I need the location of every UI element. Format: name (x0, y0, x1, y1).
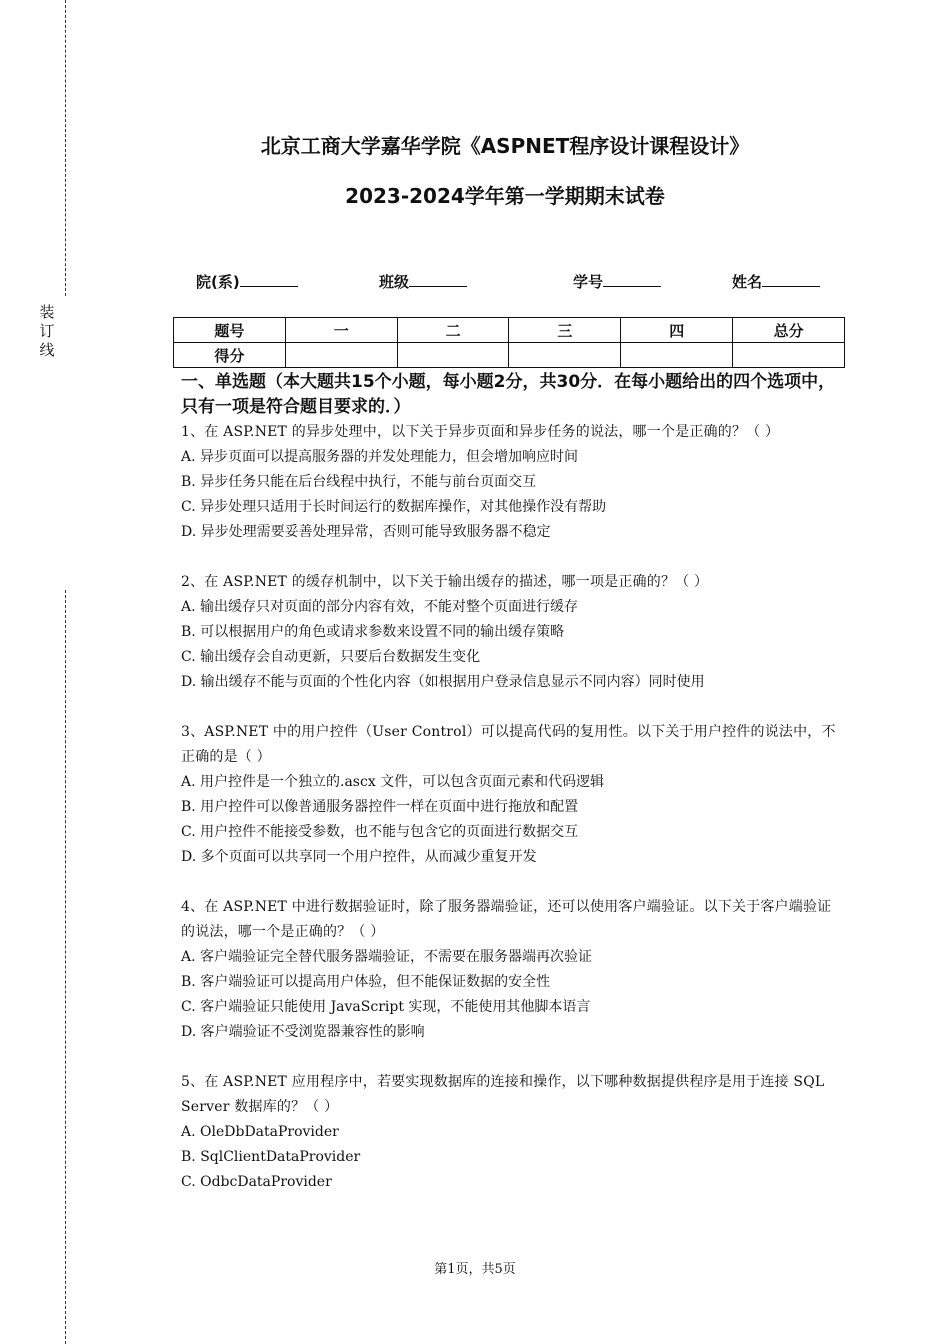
score-header-cell: 四 (621, 318, 733, 343)
question-option: C. OdbcDataProvider (181, 1174, 332, 1190)
question-option: A. 用户控件是一个独立的.ascx 文件，可以包含页面元素和代码逻辑 (181, 774, 605, 790)
question-3 (181, 720, 843, 870)
info-blank-class[interactable] (409, 270, 467, 287)
question-stem: 2、在 ASP.NET 的缓存机制中，以下关于输出缓存的描述，哪一项是正确的？（ ） (181, 574, 709, 590)
score-header-cell: 三 (509, 318, 621, 343)
question-stem: 1、在 ASP.NET 的异步处理中，以下关于异步页面和异步任务的说法，哪一个是正确的？（ ） (181, 424, 780, 440)
score-header-cell: 题号 (174, 318, 286, 343)
question-option: D. 输出缓存不能与页面的个性化内容（如根据用户登录信息显示不同内容）同时使用 (181, 674, 705, 690)
question-option: B. 用户控件可以像普通服务器控件一样在页面中进行拖放和配置 (181, 799, 579, 815)
info-blank-name[interactable] (762, 270, 820, 287)
student-info-row (0, 270, 950, 292)
binding-line-label: 装订线 (39, 303, 55, 359)
score-header-cell: 一 (285, 318, 397, 343)
question-option: C. 异步处理只适用于长时间运行的数据库操作，对其他操作没有帮助 (181, 499, 607, 515)
score-table (173, 317, 845, 368)
question-1 (181, 420, 843, 545)
question-option: C. 客户端验证只能使用 JavaScript 实现，不能使用其他脚本语言 (181, 999, 591, 1015)
question-option: C. 用户控件不能接受参数，也不能与包含它的页面进行数据交互 (181, 824, 579, 840)
question-option: B. 可以根据用户的角色或请求参数来设置不同的输出缓存策略 (181, 624, 565, 640)
question-option: A. OleDbDataProvider (181, 1124, 339, 1140)
page-footer: 第1页，共5页 (434, 1262, 516, 1277)
question-option: A. 异步页面可以提高服务器的并发处理能力，但会增加响应时间 (181, 449, 579, 465)
score-cell[interactable] (397, 343, 509, 368)
question-option: B. 异步任务只能在后台线程中执行，不能与前台页面交互 (181, 474, 537, 490)
question-stem: 4、在 ASP.NET 中进行数据验证时，除了服务器端验证，还可以使用客户端验证。以下关于客户端验证的说法，哪一个是正确的？（ ） (181, 899, 832, 940)
question-4 (181, 895, 843, 1045)
question-option: B. 客户端验证可以提高用户体验，但不能保证数据的安全性 (181, 974, 551, 990)
score-header-cell: 总分 (733, 318, 845, 343)
info-label-student-id: 学号 (573, 273, 604, 291)
binding-dashed-line-bottom (65, 590, 66, 1344)
score-table-header-row (174, 318, 845, 343)
info-field-student-id (573, 270, 661, 292)
info-field-name (732, 270, 820, 292)
score-cell[interactable] (285, 343, 397, 368)
score-cell-total[interactable] (733, 343, 845, 368)
question-option: A. 客户端验证完全替代服务器端验证，不需要在服务器端再次验证 (181, 949, 593, 965)
section-heading: 一、单选题（本大题共15个小题，每小题2分，共30分．在每小题给出的四个选项中，只有一项是符合题目要求的．） (181, 372, 836, 417)
question-list (181, 420, 843, 1220)
info-field-class (379, 270, 467, 292)
question-option: D. 多个页面可以共享同一个用户控件，从而减少重复开发 (181, 849, 537, 865)
question-5 (181, 1070, 843, 1195)
question-stem: 3、ASP.NET 中的用户控件（User Control）可以提高代码的复用性。以下关于用户控件的说法中，不正确的是（ ） (181, 724, 836, 765)
info-label-class: 班级 (379, 273, 410, 291)
info-label-department: 院(系) (196, 273, 240, 291)
question-stem: 5、在 ASP.NET 应用程序中，若要实现数据库的连接和操作，以下哪种数据提供程序是用于连接 SQL Server 数据库的？（ ） (181, 1074, 825, 1115)
score-table-score-row (174, 343, 845, 368)
score-cell[interactable] (509, 343, 621, 368)
exam-title-line1: 北京工商大学嘉华学院《ASPNET程序设计课程设计》 (260, 134, 750, 158)
score-row-label: 得分 (174, 343, 286, 368)
info-blank-student-id[interactable] (603, 270, 661, 287)
exam-title-line2: 2023-2024学年第一学期期末试卷 (345, 184, 665, 208)
info-blank-department[interactable] (240, 270, 298, 287)
question-2 (181, 570, 843, 695)
question-option: C. 输出缓存会自动更新，只要后台数据发生变化 (181, 649, 481, 665)
question-option: D. 异步处理需要妥善处理异常，否则可能导致服务器不稳定 (181, 524, 551, 540)
info-field-department (196, 270, 298, 292)
question-option: B. SqlClientDataProvider (181, 1149, 361, 1165)
question-option: A. 输出缓存只对页面的部分内容有效，不能对整个页面进行缓存 (181, 599, 579, 615)
question-option: D. 客户端验证不受浏览器兼容性的影响 (181, 1024, 425, 1040)
score-cell[interactable] (621, 343, 733, 368)
score-header-cell: 二 (397, 318, 509, 343)
info-label-name: 姓名 (732, 273, 763, 291)
